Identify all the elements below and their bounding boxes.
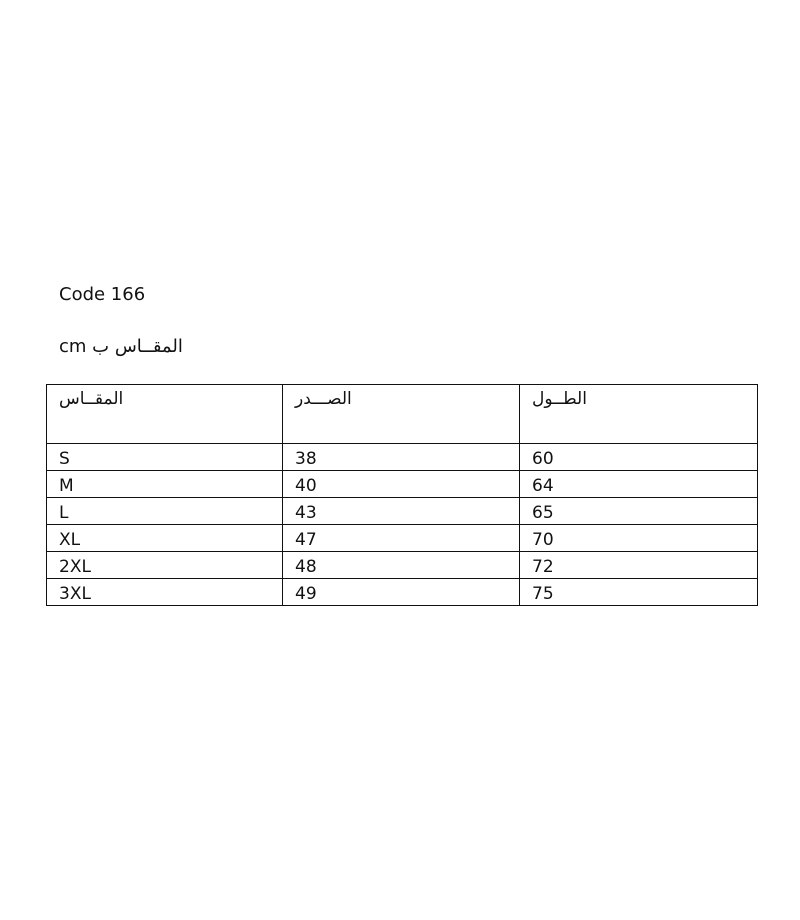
cell-chest: 48 bbox=[283, 552, 520, 579]
table-row bbox=[47, 579, 758, 606]
cell-length: 60 bbox=[520, 444, 758, 471]
product-code: Code 166 bbox=[59, 284, 146, 305]
header-length: الطــول bbox=[520, 385, 758, 444]
cell-size: 3XL bbox=[47, 579, 283, 606]
cell-size: L bbox=[47, 498, 283, 525]
table-row bbox=[47, 552, 758, 579]
table-row bbox=[47, 471, 758, 498]
header-size: المقــاس bbox=[47, 385, 283, 444]
table-row bbox=[47, 525, 758, 552]
table-header-row bbox=[47, 385, 758, 444]
cell-length: 70 bbox=[520, 525, 758, 552]
cell-length: 64 bbox=[520, 471, 758, 498]
cell-chest: 40 bbox=[283, 471, 520, 498]
cell-size: XL bbox=[47, 525, 283, 552]
cell-chest: 38 bbox=[283, 444, 520, 471]
cell-length: 75 bbox=[520, 579, 758, 606]
cell-size: M bbox=[47, 471, 283, 498]
header-chest: الصـــدر bbox=[283, 385, 520, 444]
cell-size: S bbox=[47, 444, 283, 471]
cell-size: 2XL bbox=[47, 552, 283, 579]
table-row bbox=[47, 444, 758, 471]
size-chart-table bbox=[46, 384, 758, 606]
cell-length: 72 bbox=[520, 552, 758, 579]
size-unit-label: المقــاس ب cm bbox=[59, 336, 183, 357]
cell-chest: 43 bbox=[283, 498, 520, 525]
cell-chest: 47 bbox=[283, 525, 520, 552]
cell-chest: 49 bbox=[283, 579, 520, 606]
cell-length: 65 bbox=[520, 498, 758, 525]
table-row bbox=[47, 498, 758, 525]
